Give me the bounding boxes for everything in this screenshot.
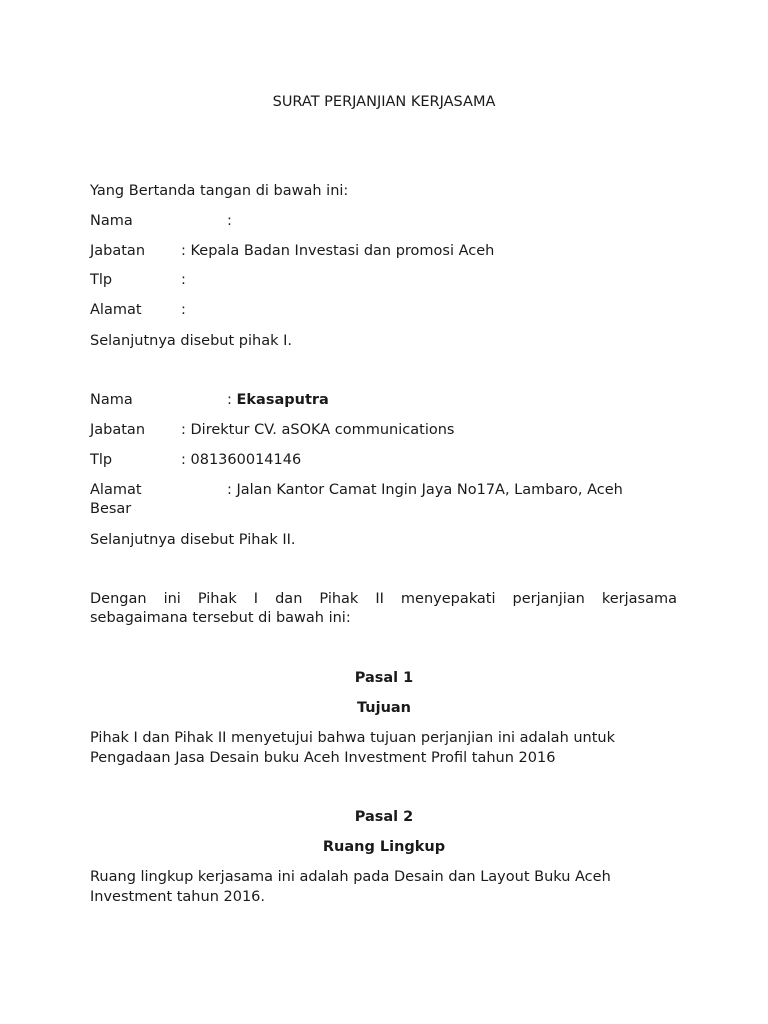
party1-alamat-separator: : [181,302,186,318]
party1-jabatan-value: : Kepala Badan Investasi dan promosi Aceh [181,243,495,259]
party2-nama-value: Ekasaputra [236,392,329,408]
pasal2-line-1: Ruang lingkup kerjasama ini adalah pada Desain dan Layout Buku Aceh [90,869,611,885]
pasal1-line-2: Pengadaan Jasa Desain buku Aceh Investment Profil tahun 2016 [90,750,556,766]
intro-text: Yang Bertanda tangan di bawah ini: [90,183,349,199]
party2-jabatan-value: : Direktur CV. aSOKA communications [181,422,455,438]
party2-nama-row [90,390,329,410]
party1-tlp-row [90,270,186,290]
party1-jabatan-label: Jabatan [90,243,146,259]
party1-tlp-label: Tlp [90,272,113,288]
party1-nama-label: Nama [90,213,133,229]
party1-alamat-label: Alamat [90,302,142,318]
party1-nama-separator: : [227,213,232,229]
party2-alamat-row [90,480,623,500]
party2-jabatan-label: Jabatan [90,422,146,438]
party1-closing: Selanjutnya disebut pihak I. [90,333,292,349]
party2-nama-separator: : [227,392,237,408]
party2-tlp-label: Tlp [90,452,113,468]
party2-alamat-continuation: Besar [90,501,132,517]
pasal1-heading: Tujuan [356,700,412,716]
pasal2-line-2: Investment tahun 2016. [90,889,265,905]
pasal2-number: Pasal 2 [354,809,414,825]
party2-tlp-row [90,450,301,470]
pasal1-number: Pasal 1 [354,670,414,686]
party2-alamat-value: : Jalan Kantor Camat Ingin Jaya No17A, Lambaro, Aceh [227,482,623,498]
agreement-line-1: Dengan ini Pihak I dan Pihak II menyepakati perjanjian kerjasama [90,591,677,607]
party2-closing: Selanjutnya disebut Pihak II. [90,532,296,548]
document-title: SURAT PERJANJIAN KERJASAMA [272,94,496,110]
pasal2-heading: Ruang Lingkup [322,839,446,855]
pasal1-line-1: Pihak I dan Pihak II menyetujui bahwa tujuan perjanjian ini adalah untuk [90,730,616,746]
party2-jabatan-row [90,420,454,440]
party1-nama-row [90,211,232,231]
party1-jabatan-row [90,241,494,261]
party2-alamat-label: Alamat [90,482,142,498]
party1-alamat-row [90,300,186,320]
party2-nama-label: Nama [90,392,133,408]
party1-tlp-separator: : [181,272,186,288]
agreement-line-2: sebagaimana tersebut di bawah ini: [90,610,351,626]
party2-tlp-value: : 081360014146 [181,452,302,468]
